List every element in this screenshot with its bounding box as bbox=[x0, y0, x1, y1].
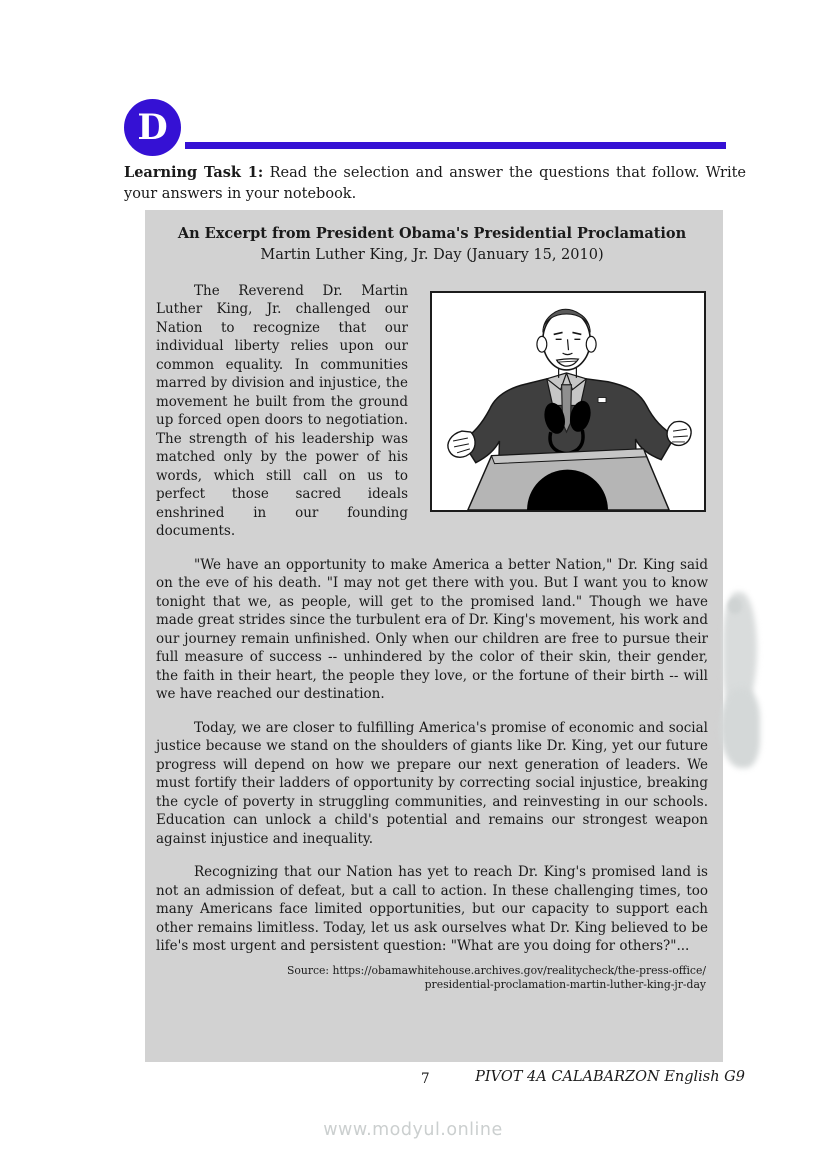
excerpt-paragraph-3: Today, we are closer to fulfilling America's promise of economic and social justice because we stand on the shoulders of giants like Dr. King, yet our future progress will depend on how we prepare our next generation of leaders. We must fortify their ladders of opportunity by correcting social injustice, breaking the cycle of poverty in struggling communities, and reinvesting in our schools. Education can unlock a child's potential and remains our strongest weapon against injustice and inequality. bbox=[156, 719, 708, 847]
excerpt-paragraph-4: Recognizing that our Nation has yet to reach Dr. King's promised land is not an admission of defeat, but a call to action. In these challenging times, too many Americans face limited opportunities, but our capacity to support each other remains limitless. Today, let us ask ourselves what Dr. King believed to be life's most urgent and persistent question: "What are you doing for others?"... bbox=[156, 864, 708, 955]
excerpt-title: An Excerpt from President Obama's Presidential Proclamation bbox=[177, 225, 687, 242]
excerpt-body bbox=[156, 282, 708, 993]
obama-podium-illustration bbox=[430, 291, 706, 512]
watermark-text: www.modyul.online bbox=[323, 1120, 503, 1140]
page-number: 7 bbox=[421, 1071, 430, 1087]
learning-task-instructions bbox=[124, 162, 746, 205]
source-citation bbox=[156, 964, 708, 993]
excerpt-paragraph-1: The Reverend Dr. Martin Luther King, Jr. challenged our Nation to recognize that our individual liberty relies upon our common equality. In communities marred by division and injustice, the movement he built from the ground up forced open doors to negotiation. The strength of his leadership was matched only by the power of his words, which still call on us to perfect those sacred ideals enshrined in our founding documents. bbox=[156, 282, 408, 540]
section-d-badge bbox=[124, 99, 181, 156]
obama-podium-svg bbox=[432, 293, 704, 510]
learning-task-text: Read the selection and answer the questions that follow. Write your answers in your notebook. bbox=[124, 165, 747, 203]
learning-task-label: Learning Task 1: bbox=[124, 164, 264, 181]
footer-module-title: PIVOT 4A CALABARZON English G9 bbox=[475, 1069, 745, 1085]
excerpt-paragraph-2: "We have an opportunity to make America a better Nation," Dr. King said on the eve of his death. "I may not get there with you. But I want you to know tonight that we, as people, will get to the promised land." Though we have made great strides since the turbulent era of Dr. King's movement, his work and our journey remain unfinished. Only when our children are free to pursue their full measure of success -- unhindered by the color of their skin, their gender, the faith in their heart, the people they love, or the fortune of their birth -- will we have reached our destination. bbox=[156, 556, 708, 703]
excerpt-box bbox=[145, 210, 723, 1062]
header-rule bbox=[185, 142, 726, 149]
section-d-letter: D bbox=[137, 107, 168, 148]
excerpt-first-row bbox=[156, 282, 708, 541]
source-line-2: presidential-proclamation-martin-luther-king-jr-day bbox=[424, 978, 706, 992]
excerpt-subtitle: Martin Luther King, Jr. Day (January 15, 2010) bbox=[260, 246, 604, 263]
source-line-1: Source: https://obamawhitehouse.archives.gov/realitycheck/the-press-office/ bbox=[286, 963, 706, 977]
